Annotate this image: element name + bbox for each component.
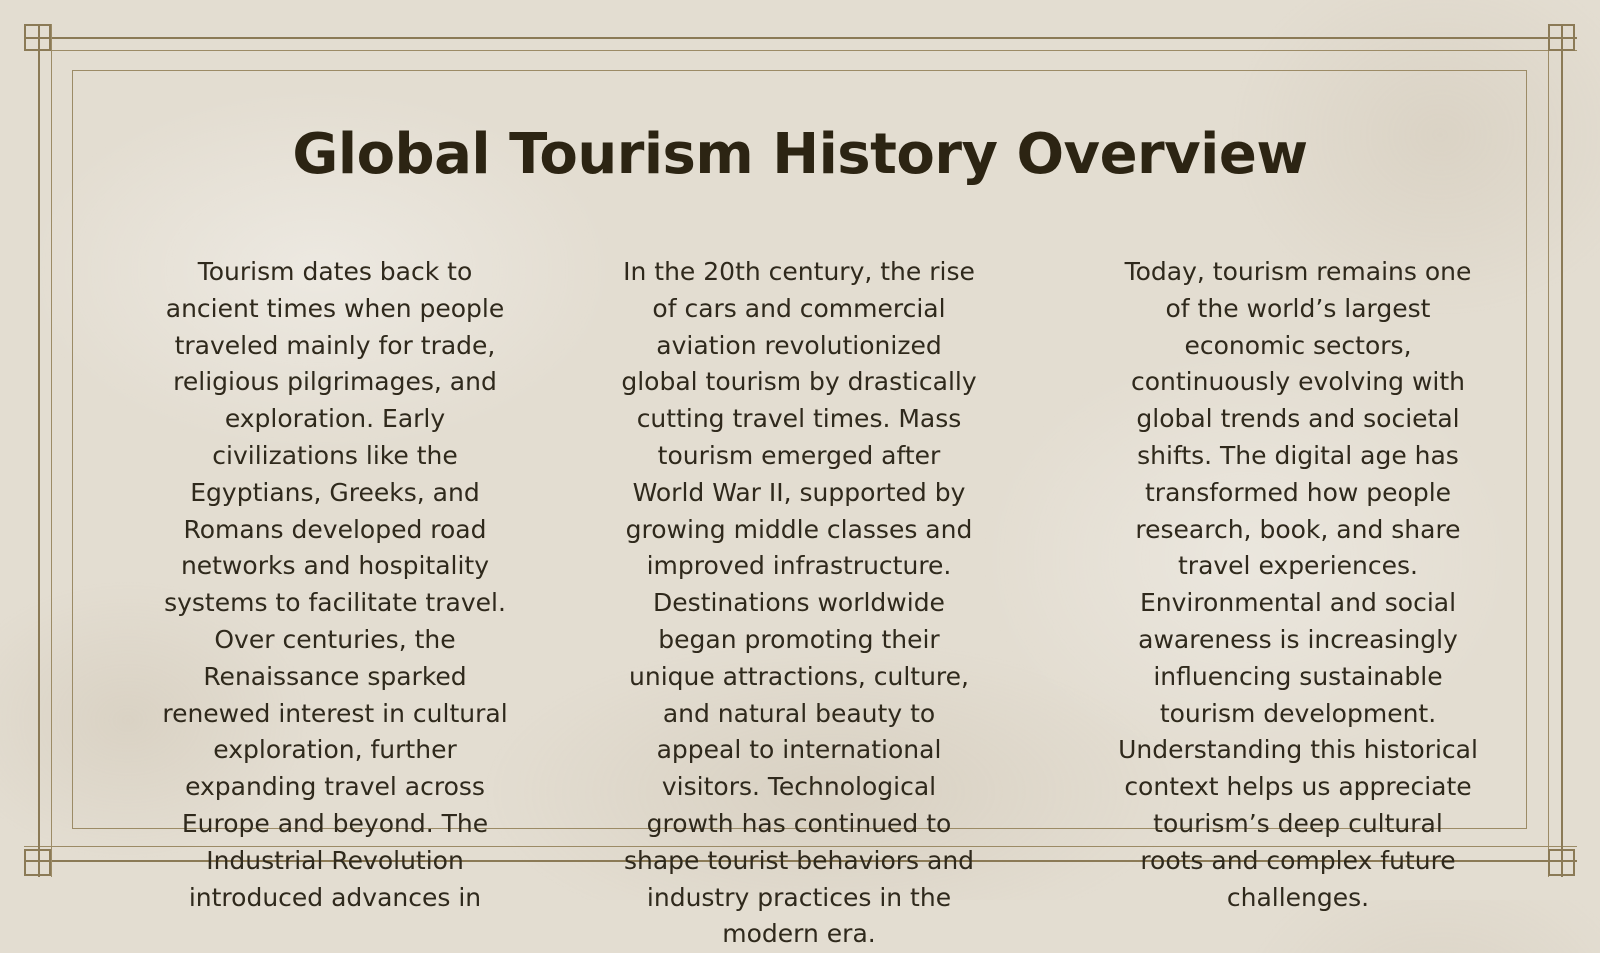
- text-column-modern-day: Today, tourism remains one of the world’s largest economic sectors, continuously evolving with global trends and societal shifts. The digital age has transformed how people research, book, and share travel experiences. Environmental and social awareness is increasingly influencing sustainable tourism development. Understanding this historical context helps us appreciate tourism’s deep cultural roots and complex future challenges.: [1118, 257, 1478, 912]
- slide-title: Global Tourism History Overview: [292, 122, 1308, 187]
- corner-ornament-top-left: [24, 24, 51, 51]
- frame-top-rail: [24, 37, 1577, 39]
- corner-ornament-bottom-left: [24, 849, 51, 876]
- inner-border-top: [72, 70, 1527, 71]
- corner-ornament-top-right: [1548, 24, 1575, 51]
- text-column-20th-century: In the 20th century, the rise of cars and commercial aviation revolutionized global tourism by drastically cutting travel times. Mass tourism emerged after World War II, supported by growing middle classes and improved infrastructure. Destinations worldwide began promoting their unique attractions, culture, and natural beauty to appeal to international visitors. Technological growth has continued to shape tourist behaviors and industry practices in the modern era.: [621, 257, 977, 949]
- corner-ornament-bottom-right: [1548, 849, 1575, 876]
- frame-top-rail-inner: [24, 50, 1577, 51]
- text-column-ancient-history: Tourism dates back to ancient times when people traveled mainly for trade, religious pilgrimages, and exploration. Early civilizations like the Egyptians, Greeks, and Romans developed road networks and hospitality systems to facilitate travel. Over centuries, the Renaissance sparked renewed interest in cultural exploration, further expanding travel across Europe and beyond. The Industrial Revolution introduced advances in: [162, 257, 508, 912]
